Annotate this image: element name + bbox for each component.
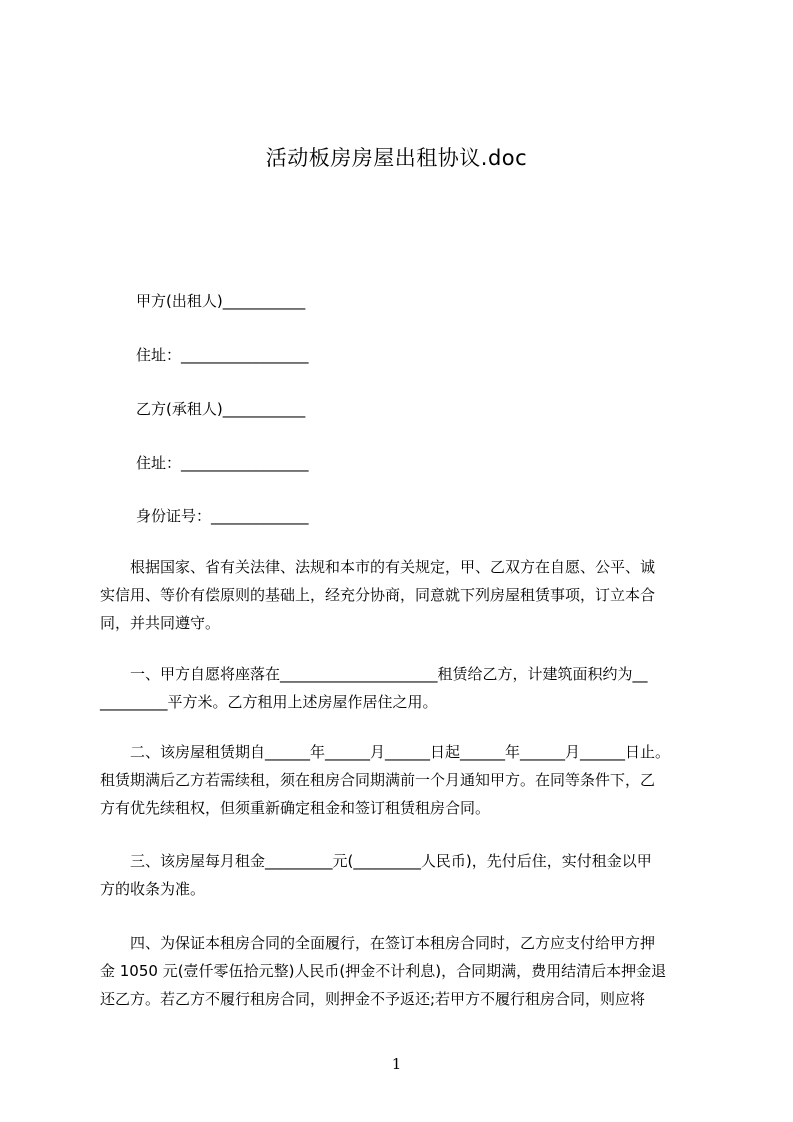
paragraph-line: 租赁期满后乙方若需续租，须在租房合同期满前一个月通知甲方。在同等条件下，乙 <box>100 771 656 789</box>
party-b-lessee-field: 乙方(承租人)___________ <box>136 400 306 418</box>
party-b-address-field: 住址：_________________ <box>136 454 309 472</box>
document-title: 活动板房房屋出租协议.doc <box>265 146 528 170</box>
paragraph-line: 根据国家、省有关法律、法规和本市的有关规定，甲、乙双方在自愿、公平、诚 <box>100 558 656 576</box>
paragraph-line: _________平方米。乙方租用上述房屋作居住之用。 <box>100 693 438 711</box>
clause-4-paragraph <box>100 929 705 1013</box>
party-a-lessor-field: 甲方(出租人)___________ <box>136 292 306 310</box>
clause-3-paragraph <box>100 847 705 903</box>
paragraph-line: 实信用、等价有偿原则的基础上，经充分协商，同意就下列房屋租赁事项，订立本合 <box>100 586 656 604</box>
paragraph-line: 方有优先续租权，但须重新确定租金和签订租赁租房合同。 <box>100 799 491 817</box>
paragraph-line: 一、甲方自愿将座落在_____________________租赁给乙方，计建筑面积约为__ <box>100 665 648 683</box>
paragraph-line: 同，并共同遵守。 <box>100 614 221 632</box>
paragraph-line: 三、该房屋每月租金_________元(_________人民币)，先付后住，实付租金以甲 <box>100 852 652 870</box>
id-number-field: 身份证号：_____________ <box>136 507 309 525</box>
paragraph-line: 还乙方。若乙方不履行租房合同，则押金不予返还;若甲方不履行租房合同，则应将 <box>100 990 646 1008</box>
paragraph-line: 二、该房屋租赁期自______年______月______日起______年______月______日止。 <box>100 743 671 761</box>
party-a-address-field: 住址：_________________ <box>136 346 309 364</box>
preamble-paragraph <box>100 553 705 637</box>
paragraph-line: 方的收条为准。 <box>100 880 206 898</box>
paragraph-line: 金 1050 元(壹仟零伍拾元整)人民币(押金不计利息)，合同期满，费用结清后本押金退 <box>100 962 667 980</box>
paragraph-line: 四、为保证本租房合同的全面履行，在签订本租房合同时，乙方应支付给甲方押 <box>100 934 656 952</box>
clause-1-paragraph <box>100 660 705 716</box>
clause-2-paragraph <box>100 738 705 822</box>
page-number: 1 <box>391 1055 402 1073</box>
